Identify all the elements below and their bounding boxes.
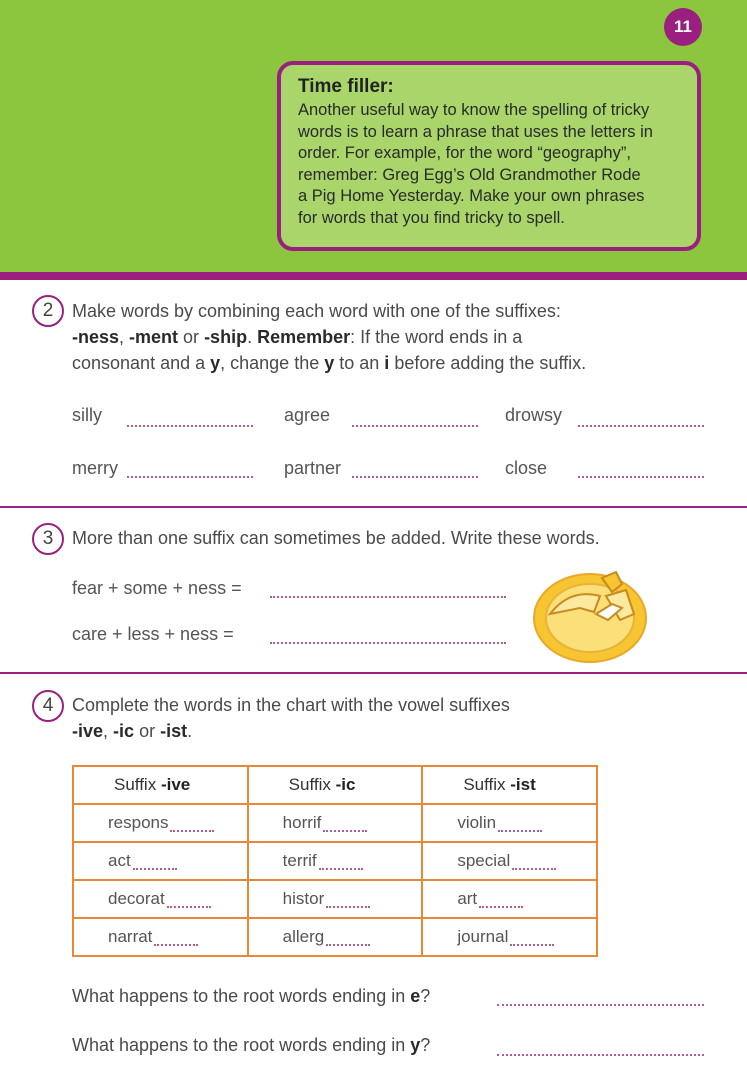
time-filler-line: a Pig Home Yesterday. Make your own phrases bbox=[298, 187, 645, 205]
table-cell[interactable] bbox=[73, 880, 248, 918]
root-word: respons bbox=[108, 813, 169, 832]
root-word: art bbox=[457, 889, 478, 908]
banner-divider bbox=[0, 272, 747, 280]
question-root-y bbox=[72, 1032, 430, 1058]
question-2-instructions bbox=[72, 298, 732, 376]
suffix-ment: -ment bbox=[129, 327, 179, 347]
question-2-number: 2 bbox=[32, 295, 64, 327]
answer-line-silly[interactable] bbox=[127, 425, 253, 427]
root-word: narrat bbox=[108, 927, 153, 946]
answer-dots[interactable] bbox=[170, 830, 214, 832]
table-cell[interactable] bbox=[248, 918, 423, 956]
header-ic bbox=[248, 766, 423, 804]
suffix-ist: -ist bbox=[160, 721, 188, 741]
time-filler-title: Time filler: bbox=[298, 76, 394, 97]
table-cell[interactable] bbox=[73, 918, 248, 956]
q2-sep: , bbox=[119, 327, 130, 347]
page-number: 11 bbox=[664, 8, 702, 46]
q2-line3-d: before adding the suffix. bbox=[389, 353, 587, 373]
root-word: horrif bbox=[282, 813, 322, 832]
answer-dots[interactable] bbox=[154, 944, 198, 946]
suffix-chart bbox=[72, 765, 598, 957]
q2-line3-b: , change the bbox=[220, 353, 325, 373]
suffix-ive: -ive bbox=[72, 721, 104, 741]
section-divider bbox=[0, 672, 747, 674]
root-word: allerg bbox=[282, 927, 325, 946]
time-filler-line: words is to learn a phrase that uses the letters in bbox=[298, 122, 653, 141]
root-word: special bbox=[457, 851, 511, 870]
table-cell[interactable] bbox=[422, 880, 597, 918]
expression-fear: fear + some + ness = bbox=[72, 578, 242, 598]
answer-dots[interactable] bbox=[479, 906, 523, 908]
answer-line-e[interactable] bbox=[497, 1004, 704, 1006]
q2-or: or bbox=[178, 327, 205, 347]
table-row bbox=[73, 804, 597, 842]
answer-dots[interactable] bbox=[323, 830, 367, 832]
section-divider bbox=[0, 506, 747, 508]
time-filler-line: Another useful way to know the spelling of tricky bbox=[298, 101, 650, 119]
q2-dot: . bbox=[247, 327, 258, 347]
root-word: journal bbox=[457, 927, 509, 946]
table-cell[interactable] bbox=[73, 842, 248, 880]
q-e-text: What happens to the root words ending in bbox=[72, 986, 411, 1006]
answer-line-fearsomeness[interactable] bbox=[270, 596, 506, 598]
question-4-number: 4 bbox=[32, 690, 64, 722]
answer-dots[interactable] bbox=[510, 944, 554, 946]
expression-care: care + less + ness = bbox=[72, 624, 234, 644]
answer-dots[interactable] bbox=[167, 906, 211, 908]
q4-line1: Complete the words in the chart with the vowel suffixes bbox=[72, 695, 510, 715]
header-prefix: Suffix bbox=[463, 775, 511, 794]
answer-line-y[interactable] bbox=[497, 1054, 704, 1056]
answer-dots[interactable] bbox=[326, 944, 370, 946]
time-filler-line: order. For example, for the word “geography”, bbox=[298, 144, 631, 162]
broken-medal-icon bbox=[530, 568, 654, 664]
table-row bbox=[73, 918, 597, 956]
word-drowsy: drowsy bbox=[505, 405, 563, 425]
q-y-text: What happens to the root words ending in bbox=[72, 1035, 411, 1055]
root-word: act bbox=[108, 851, 131, 870]
root-word: histor bbox=[282, 889, 325, 908]
root-word: violin bbox=[457, 813, 497, 832]
header-prefix: Suffix bbox=[114, 775, 161, 794]
root-word: decorat bbox=[108, 889, 165, 908]
header-suffix: -ic bbox=[335, 775, 356, 794]
answer-line-drowsy[interactable] bbox=[578, 425, 704, 427]
question-3-instructions: More than one suffix can sometimes be added. Write these words. bbox=[72, 528, 600, 548]
question-root-e bbox=[72, 983, 430, 1009]
q2-line2-rest: : If the word ends in a bbox=[350, 327, 523, 347]
table-row bbox=[73, 842, 597, 880]
word-agree: agree bbox=[284, 405, 331, 425]
word-silly: silly bbox=[72, 405, 102, 425]
header-suffix: -ive bbox=[160, 775, 191, 794]
time-filler-box bbox=[277, 61, 701, 251]
suffix-ship: -ship bbox=[204, 327, 248, 347]
letter-y: y bbox=[210, 353, 221, 373]
header-ist bbox=[422, 766, 597, 804]
letter-y: y bbox=[410, 1035, 421, 1055]
time-filler-line: remember: Greg Egg’s Old Grandmother Rode bbox=[298, 165, 641, 184]
question-4-instructions bbox=[72, 692, 510, 744]
table-cell[interactable] bbox=[73, 804, 248, 842]
table-cell[interactable] bbox=[422, 804, 597, 842]
q4-end: . bbox=[187, 721, 193, 741]
answer-dots[interactable] bbox=[512, 868, 556, 870]
table-cell[interactable] bbox=[248, 804, 423, 842]
word-close: close bbox=[505, 458, 548, 478]
q4-sep: , bbox=[103, 721, 114, 741]
table-cell[interactable] bbox=[248, 880, 423, 918]
answer-line-agree[interactable] bbox=[352, 425, 478, 427]
answer-dots[interactable] bbox=[498, 830, 542, 832]
table-cell[interactable] bbox=[248, 842, 423, 880]
word-partner: partner bbox=[284, 458, 342, 478]
answer-line-carelessness[interactable] bbox=[270, 642, 506, 644]
table-row bbox=[73, 880, 597, 918]
answer-dots[interactable] bbox=[326, 906, 370, 908]
answer-dots[interactable] bbox=[133, 868, 177, 870]
letter-y: y bbox=[324, 353, 335, 373]
q-mark: ? bbox=[420, 986, 431, 1006]
answer-line-merry[interactable] bbox=[127, 476, 253, 478]
suffix-ic: -ic bbox=[113, 721, 135, 741]
header-ive bbox=[73, 766, 248, 804]
time-filler-line: for words that you find tricky to spell. bbox=[298, 208, 565, 227]
question-3-number: 3 bbox=[32, 523, 64, 555]
letter-e: e bbox=[410, 986, 421, 1006]
header-suffix: -ist bbox=[510, 775, 536, 794]
time-filler-text bbox=[298, 100, 681, 229]
q2-line3-a: consonant and a bbox=[72, 353, 211, 373]
q4-or: or bbox=[134, 721, 161, 741]
answer-dots[interactable] bbox=[319, 868, 363, 870]
suffix-ness: -ness bbox=[72, 327, 120, 347]
q-mark: ? bbox=[420, 1035, 431, 1055]
word-merry: merry bbox=[72, 458, 118, 478]
q2-line3-c: to an bbox=[334, 353, 385, 373]
letter-i: i bbox=[384, 353, 390, 373]
root-word: terrif bbox=[282, 851, 317, 870]
table-cell[interactable] bbox=[422, 918, 597, 956]
answer-line-partner[interactable] bbox=[352, 476, 478, 478]
table-cell[interactable] bbox=[422, 842, 597, 880]
header-prefix: Suffix bbox=[288, 775, 336, 794]
answer-line-close[interactable] bbox=[578, 476, 704, 478]
chart-header-row bbox=[73, 766, 597, 804]
remember-label: Remember bbox=[257, 327, 351, 347]
q2-line1: Make words by combining each word with one of the suffixes: bbox=[72, 301, 561, 321]
